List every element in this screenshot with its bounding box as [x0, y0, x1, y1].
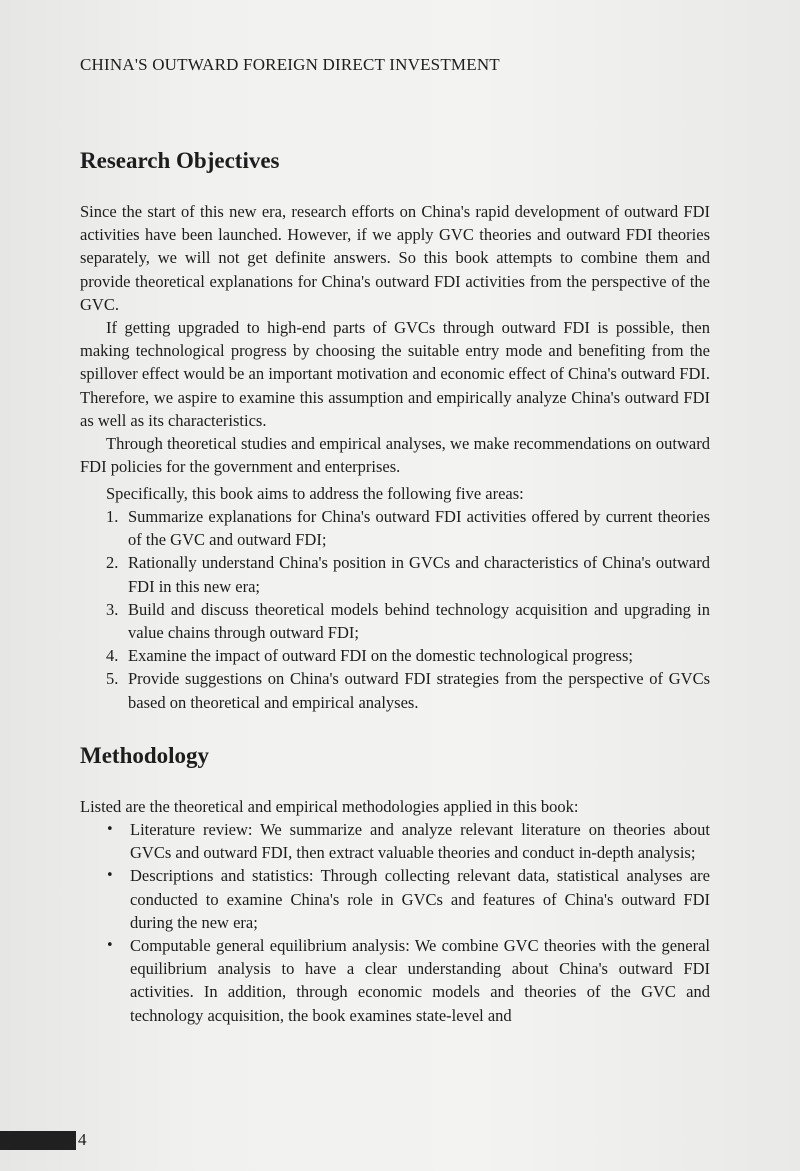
- bullet-icon: •: [106, 938, 114, 954]
- list-item-text: Rationally understand China's position in GVCs and characteristics of China's outward FDI in this new era;: [128, 553, 710, 596]
- methodology-list: [106, 818, 710, 1027]
- list-item-text: Computable general equilibrium analysis: We combine GVC theories with the general equilibrium analysis to have a clear understanding about China's outward FDI activities. In addition, through economic models and theories of the GVC and technology acquisition, the book examines state-level and: [130, 936, 710, 1025]
- bullet-icon: •: [106, 822, 114, 837]
- list-item: [106, 598, 710, 644]
- objectives-list: [106, 505, 710, 714]
- list-item: [106, 864, 710, 934]
- list-item: [106, 505, 710, 551]
- section-heading-methodology: Methodology: [80, 743, 210, 768]
- list-item: [106, 818, 710, 864]
- body-paragraph: Through theoretical studies and empirical analyses, we make recommendations on outward FDI policies for the government and enterprises.: [80, 434, 710, 477]
- folio-bar: [0, 1131, 76, 1150]
- section-heading-research-objectives: Research Objectives: [80, 148, 280, 173]
- list-item: [106, 551, 710, 597]
- list-number: 2.: [106, 553, 119, 573]
- list-item: [106, 667, 710, 713]
- list-item-text: Descriptions and statistics: Through collecting relevant data, statistical analyses are conducted to examine China's role in GVCs and features of China's outward FDI during the new era;: [130, 866, 710, 932]
- list-number: 3.: [106, 599, 119, 619]
- list-item: [106, 934, 710, 1027]
- page-number: 4: [78, 1130, 87, 1149]
- running-head: CHINA'S OUTWARD FOREIGN DIRECT INVESTMENT: [80, 55, 500, 74]
- list-item: [106, 644, 710, 667]
- body-paragraph: Specifically, this book aims to address the following five areas:: [106, 484, 524, 503]
- list-item-text: Literature review: We summarize and analyze relevant literature on theories about GVCs and outward FDI, then extract valuable theories and conduct in-depth analysis;: [130, 820, 710, 863]
- list-item-text: Build and discuss theoretical models behind technology acquisition and upgrading in value chains through outward FDI;: [128, 599, 710, 643]
- list-number: 4.: [106, 646, 119, 666]
- body-paragraph: If getting upgraded to high-end parts of GVCs through outward FDI is possible, then making technological progress by choosing the suitable entry mode and benefiting from the spillover effect would be an important motivation and economic effect of China's outward FDI. Therefore, we aspire to examine this assumption and empirically analyze China's outward FDI as well as its characteristics.: [80, 318, 710, 430]
- list-item-text: Summarize explanations for China's outward FDI activities offered by current theories of the GVC and outward FDI;: [128, 507, 710, 550]
- bullet-icon: •: [106, 868, 114, 884]
- list-item-text: Examine the impact of outward FDI on the domestic technological progress;: [128, 646, 633, 666]
- list-number: 1.: [106, 507, 119, 526]
- list-item-text: Provide suggestions on China's outward FDI strategies from the perspective of GVCs based on theoretical and empirical analyses.: [128, 669, 710, 712]
- body-paragraph: Listed are the theoretical and empirical methodologies applied in this book:: [80, 797, 579, 816]
- body-paragraph: Since the start of this new era, research efforts on China's rapid development of outward FDI activities have been launched. However, if we apply GVC theories and outward FDI theories separately, we will not get definite answers. So this book attempts to combine them and provide theoretical explanations for China's outward FDI activities from the perspective of the GVC.: [80, 202, 710, 314]
- list-number: 5.: [106, 669, 119, 689]
